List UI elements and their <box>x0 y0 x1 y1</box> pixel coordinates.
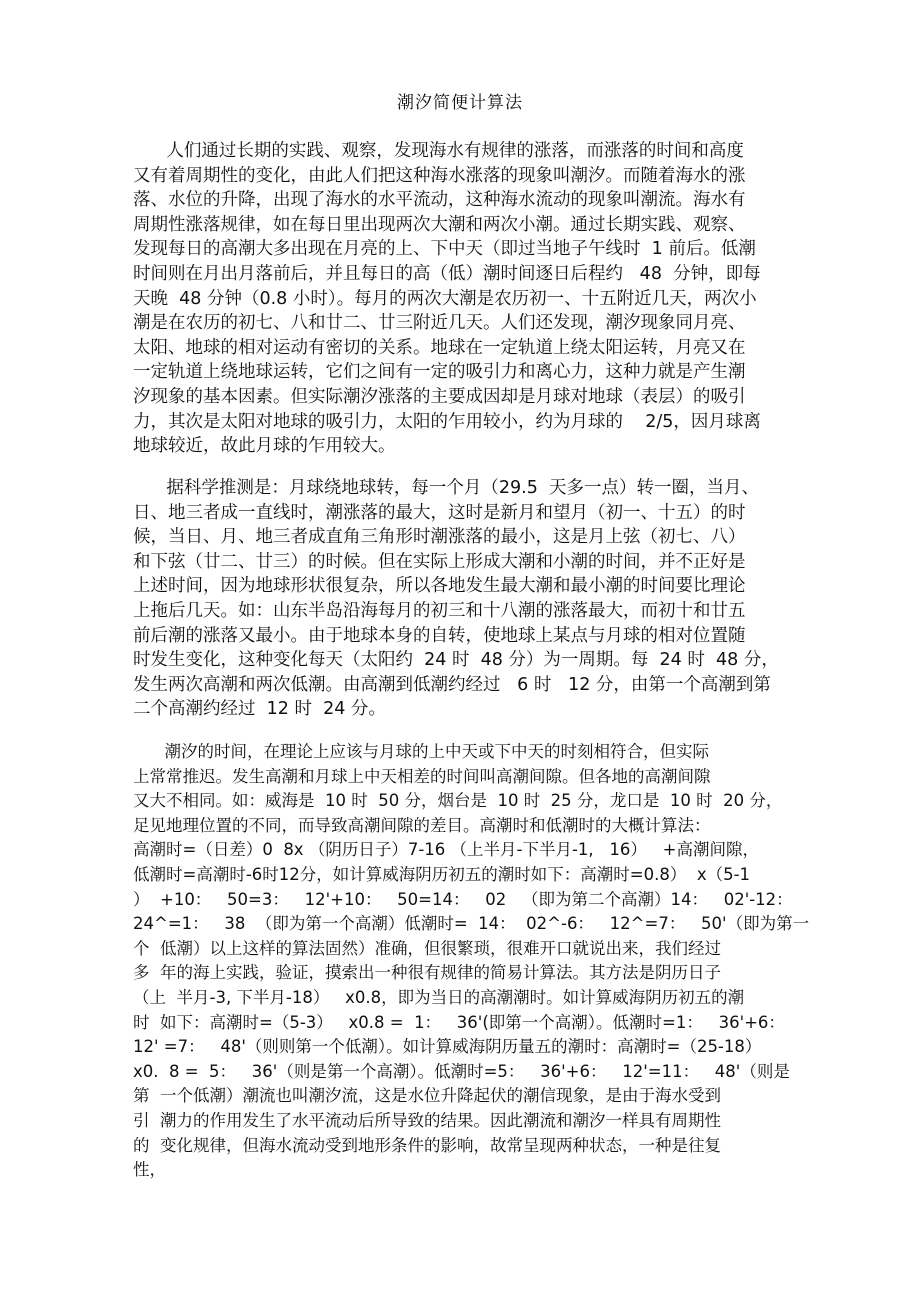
paragraph-3 <box>133 740 810 1183</box>
text-line: ） +10： 50=3： 12'+10： 50=14： 02 （即为第二个高潮）14： 02'-12： <box>133 889 793 909</box>
text-line: 24^=1： 38 （即为第一个高潮）低潮时= 14： 02^-6： 12^=7： 50'（即为第一 <box>133 914 810 934</box>
text-line: 时 如下：高潮时=（5-3） x0.8 = 1： 36'(即第一个高潮）。低潮时=1： 36'+6： <box>133 1012 785 1032</box>
text-line: 个 低潮）以上这样的算法固然）准确，但很繁琐，很难开口就说出来，我们经过 <box>133 938 721 958</box>
text-line: 上述时间，因为地球形状很复杂，所以各地发生最大潮和最小潮的时间要比理论 <box>133 576 746 597</box>
text-line: 汐现象的基本因素。但实际潮汐涨落的主要成因却是月球对地球（表层）的吸引 <box>133 386 746 407</box>
text-line: 落、水位的升降，出现了海水的水平流动，这种海水流动的现象叫潮流。海水有 <box>133 190 746 211</box>
text-line: 潮汐的时间，在理论上应该与月球的上中天或下中天的时刻相符合，但实际 <box>133 742 709 761</box>
text-line: 足见地理位置的不同，而导致高潮间隙的差目。高潮时和低潮时的大概计算法： <box>133 815 711 835</box>
text-line: 潮是在农历的初七、八和廿二、廿三附近几天。人们还发现，潮汐现象同月亮、 <box>133 313 746 334</box>
text-line: 地球较近，故此月球的乍用较大。 <box>133 436 396 457</box>
text-line: 第 一个低潮）潮流也叫潮汐流，这是水位升降起伏的潮信现象，是由于海水受到 <box>133 1086 721 1106</box>
text-line: 人们通过长期的实践、观察，发现海水有规律的涨落，而涨落的时间和高度 <box>133 141 744 161</box>
text-line: 候，当日、月、地三者成直角三角形时潮涨落的最小，这是月上弦（初七、八） <box>133 527 746 548</box>
text-line: 又有着周期性的变化，由此人们把这种海水涨落的现象叫潮汐。而随着海水的涨 <box>133 165 746 186</box>
text-line: 前后潮的涨落又最小。由于地球本身的自转，使地球上某点与月球的相对位置随 <box>133 625 746 646</box>
text-line: 二个高潮约经过 12 时 24 分。 <box>133 699 386 720</box>
document-title: 潮汐简便计算法 <box>397 93 523 113</box>
text-line: 12' =7： 48'（则则第一个低潮）。如计算威海阴历量五的潮时：高潮时=（25-18） <box>133 1037 762 1057</box>
text-line: 时发生变化，这种变化每天（太阳约 24 时 48 分）为一周期。每 24 时 48 分， <box>133 650 779 671</box>
text-line: 上常常推迟。发生高潮和月球上中天相差的时间叫高潮间隙。但各地的高潮间隙 <box>133 766 711 786</box>
text-line: 多 年的海上实践，验证，摸索出一种很有规律的简易计算法。其方法是阴历日子 <box>133 963 721 983</box>
text-line: 周期性涨落规律，如在每日里出现两次大潮和两次小潮。通过长期实践、观察、 <box>133 214 746 235</box>
text-line: （上 半月-3, 下半月-18） x0.8，即为当日的高潮潮时。如计算威海阴历初五的潮 <box>133 987 745 1007</box>
text-line: 上拖后几天。如：山东半岛沿海每月的初三和十八潮的涨落最大，而初十和廿五 <box>133 600 746 621</box>
text-line: 发生两次高潮和两次低潮。由高潮到低潮约经过 6 时 12 分，由第一个高潮到第 <box>133 674 771 695</box>
text-line: 太阳、地球的相对运动有密切的关系。地球在一定轨道上绕太阳运转，月亮又在 <box>133 337 746 358</box>
text-line: 力，其次是太阳对地球的吸引力，太阳的乍用较小，约为月球的 2/5，因月球离 <box>133 411 761 432</box>
text-line: 据科学推测是：月球绕地球转，每一个月（29.5 天多一点）转一圈，当月、 <box>133 478 759 498</box>
text-line: 天晚 48 分钟（0.8 小时）。每月的两次大潮是农历初一、十五附近几天，两次小 <box>133 288 757 309</box>
text-line: 低潮时=高潮时-6时12分，如计算威海阴历初五的潮时如下：高潮时=0.8） x（5-1 <box>133 864 751 884</box>
paragraph-1 <box>133 139 797 459</box>
text-line: 性， <box>133 1160 166 1180</box>
text-line: 又大不相同。如：威海是 10 时 50 分，烟台是 10 时 25 分，龙口是 10 时 20 分， <box>133 791 783 811</box>
text-line: 一定轨道上绕地球运转，它们之间有一定的吸引力和离心力，这种力就是产生潮 <box>133 362 746 383</box>
text-line: 高潮时=（日差）0 8x （阴历日子）7-16 （上半月-下半月-1, 16） +高潮间隙， <box>133 840 759 860</box>
text-line: 发现每日的高潮大多出现在月亮的上、下中天（即过当地子午线时 1 前后。低潮 <box>133 239 756 260</box>
text-line: 日、地三者成一直线时，潮涨落的最大，这时是新月和望月（初一、十五）的时 <box>133 502 746 523</box>
text-line: 时间则在月出月落前后，并且每日的高（低）潮时间逐日后程约 48 分钟，即每 <box>133 263 761 284</box>
text-line: 的 变化规律，但海水流动受到地形条件的影响，故常呈现两种状态，一种是往复 <box>133 1135 721 1155</box>
paragraph-2 <box>133 476 797 722</box>
text-line: x0. 8 = 5： 36'（则是第一个高潮）。低潮时=5： 36'+6： 12'=11： 48'（则是 <box>133 1061 790 1081</box>
text-line: 引 潮力的作用发生了水平流动后所导致的结果。因此潮流和潮汐一样具有周期性 <box>133 1110 721 1130</box>
text-line: 和下弦（廿二、廿三）的时候。但在实际上形成大潮和小潮的时间，并不正好是 <box>133 551 746 572</box>
